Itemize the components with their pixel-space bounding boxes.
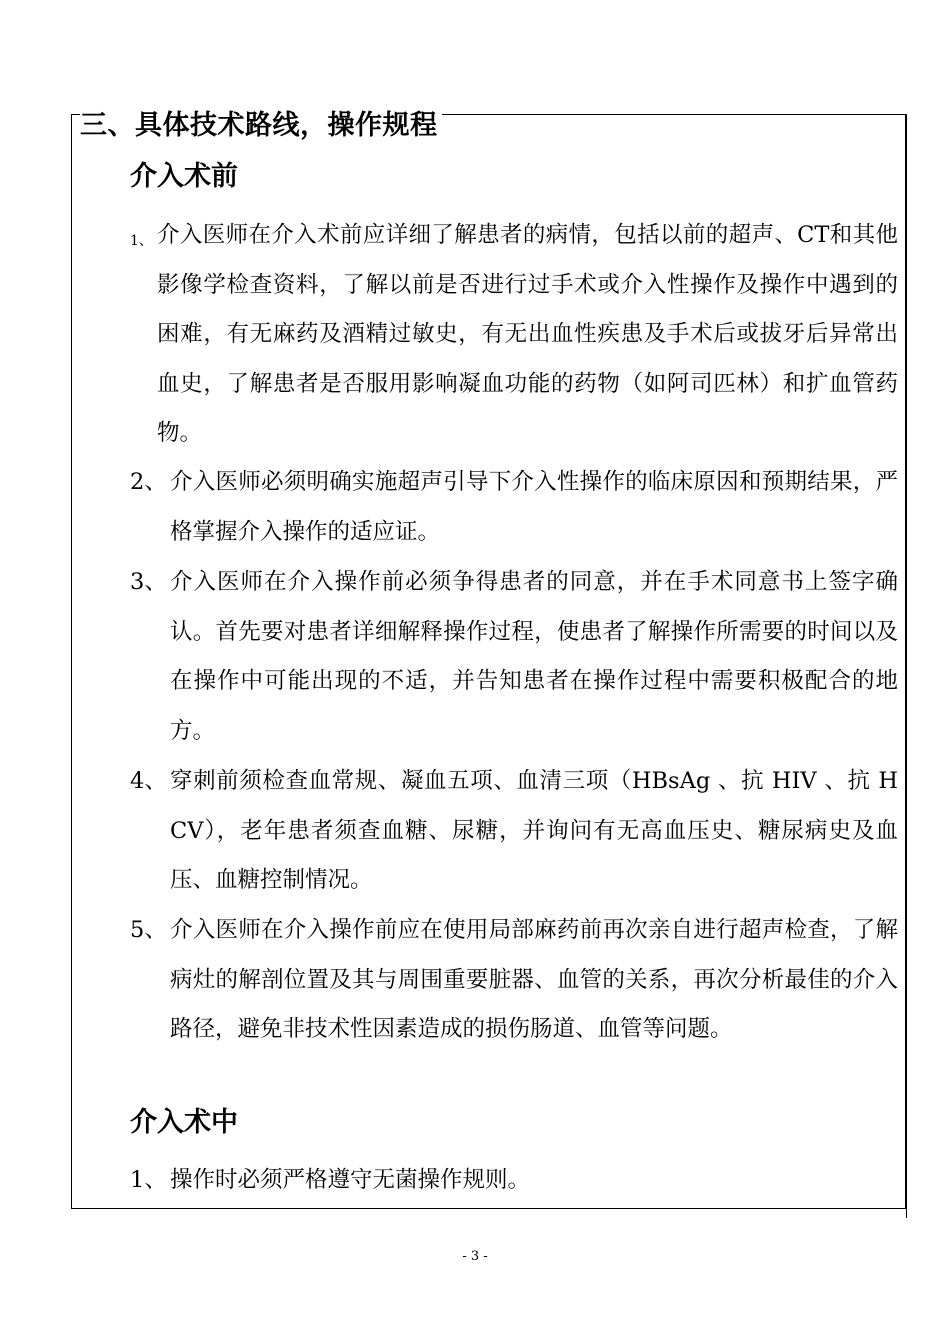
pre-op-item-1-text: 介入医师在介入术前应详细了解患者的病情，包括以前的超声、CT和其他影像学检查资料，了解以前是否进行过手术或介入性操作及操作中遇到的困难，有无麻药及酒精过敏史，有无出血性疾患及手术后或拔牙后异常出血史，了解患者是否服用影响凝血功能的药物（如阿司匹林）和扩血管药物。	[157, 222, 898, 446]
pre-op-item-1	[130, 211, 898, 459]
pre-op-item-3	[130, 558, 898, 756]
pre-op-item-3-number: 3、	[130, 569, 167, 595]
frame-right-edge	[904, 114, 907, 1218]
section-title: 三、具体技术路线，操作规程	[80, 106, 442, 146]
pre-op-heading: 介入术前	[130, 161, 238, 192]
pre-op-item-5	[130, 906, 898, 1055]
pre-op-item-4	[130, 757, 898, 906]
intra-op-item-1-text: 操作时必须严格遵守无菌操作规则。	[170, 1167, 531, 1193]
intra-op-item-1-number: 1、	[130, 1167, 167, 1193]
intra-op-item-1	[130, 1156, 898, 1206]
page-number: - 3 -	[462, 1249, 488, 1264]
pre-op-item-4-number: 4、	[130, 768, 167, 794]
pre-op-item-2	[130, 458, 898, 557]
pre-op-item-3-text: 介入医师在介入操作前必须争得患者的同意，并在手术同意书上签字确认。首先要对患者详细解释操作过程，使患者了解操作所需要的时间以及在操作中可能出现的不适，并告知患者在操作过程中需要积极配合的地方。	[170, 569, 898, 744]
pre-op-item-4-text: 穿刺前须检查血常规、凝血五项、血清三项（HBsAg 、抗 HIV 、抗 HCV），老年患者须查血糖、尿糖，并询问有无高血压史、糖尿病史及血压、血糖控制情况。	[170, 768, 898, 893]
pre-op-item-2-number: 2、	[130, 469, 167, 495]
intra-op-heading: 介入术中	[130, 1107, 238, 1138]
pre-op-item-1-number: 1、	[130, 233, 153, 249]
pre-op-item-5-number: 5、	[130, 917, 167, 943]
pre-op-item-2-text: 介入医师必须明确实施超声引导下介入性操作的临床原因和预期结果，严格掌握介入操作的适应证。	[170, 469, 898, 545]
pre-op-item-5-text: 介入医师在介入操作前应在使用局部麻药前再次亲自进行超声检查，了解病灶的解剖位置及其与周围重要脏器、血管的关系，再次分析最佳的介入路径，避免非技术性因素造成的损伤肠道、血管等问题。	[170, 917, 898, 1042]
